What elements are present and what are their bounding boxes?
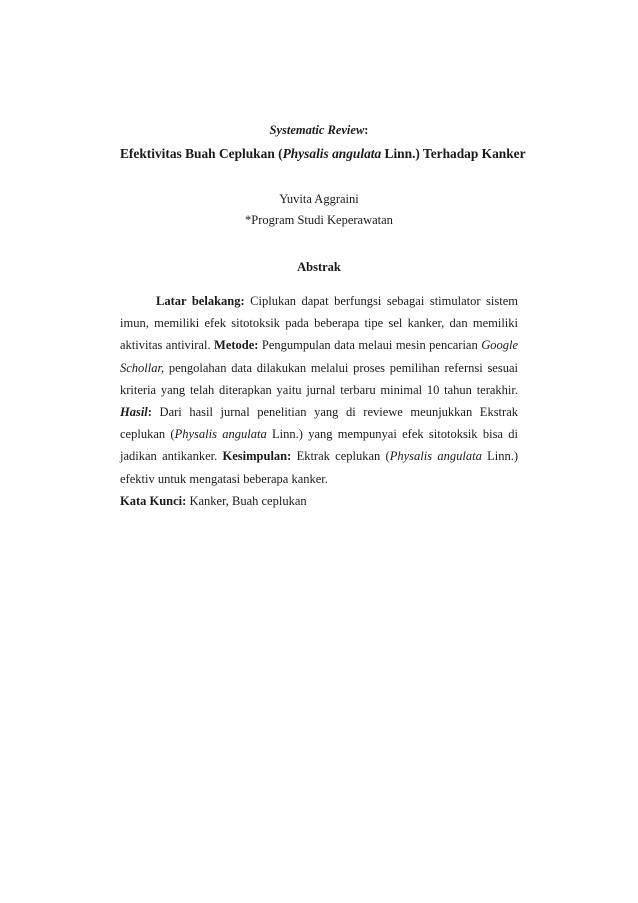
kesimpulan-italic: Physalis angulata xyxy=(389,449,482,464)
keywords-line xyxy=(120,490,518,512)
keywords-label: Kata Kunci: xyxy=(120,493,187,508)
abstract-body xyxy=(120,290,518,512)
hasil-text-a: Dari hasil jurnal penelitian yang di reviewe meunjukkan Ekstrak ceplukan ( xyxy=(120,405,518,442)
author-name: Yuvita Aggraini xyxy=(279,192,359,206)
kesimpulan-label: Kesimpulan: xyxy=(222,449,292,464)
keywords-text: Kanker, Buah ceplukan xyxy=(186,493,307,508)
kesimpulan-text-a: Ektrak ceplukan ( xyxy=(291,449,390,464)
title-prefix-colon: : xyxy=(364,123,369,137)
title-part-b: Linn.) Terhadap Kanker xyxy=(381,146,526,161)
metode-text-a: Pengumpulan data melaui mesin pencarian xyxy=(258,338,482,353)
metode-text-b: pengolahan data dilakukan melalui proses pemilihan refernsi sesuai kriteria yang telah diterapkan yaitu jurnal terbaru minimal 10 tahun terakhir. xyxy=(120,360,518,397)
hasil-italic: Physalis angulata xyxy=(174,427,267,442)
title-prefix-text: Systematic Review xyxy=(269,123,365,137)
hasil-label: Hasil xyxy=(120,405,148,420)
title-prefix xyxy=(0,122,638,138)
title-species: Physalis angulata xyxy=(282,146,382,161)
title-part-a: Efektivitas Buah Ceplukan ( xyxy=(120,146,283,161)
paper-title xyxy=(120,146,526,162)
metode-label: Metode: xyxy=(214,338,259,353)
kesimpulan-text-b: Linn.) efektiv untuk mengatasi beberapa kanker. xyxy=(120,449,518,486)
metode-italic: Google Schollar, xyxy=(120,338,518,375)
latar-label: Latar belakang: xyxy=(156,294,245,308)
author-affiliation: *Program Studi Keperawatan xyxy=(245,213,393,227)
abstract-paragraph xyxy=(120,290,518,490)
latar-text: Ciplukan dapat berfungsi sebagai stimulator sistem imun, memiliki efek sitotoksik pada beberapa tipe sel kanker, dan memiliki aktivitas antiviral. xyxy=(120,294,518,353)
hasil-colon: : xyxy=(147,405,152,420)
abstract-heading: Abstrak xyxy=(297,260,341,274)
hasil-text-b: Linn.) yang mempunyai efek sitotoksik bisa di jadikan antikanker. xyxy=(120,427,519,464)
